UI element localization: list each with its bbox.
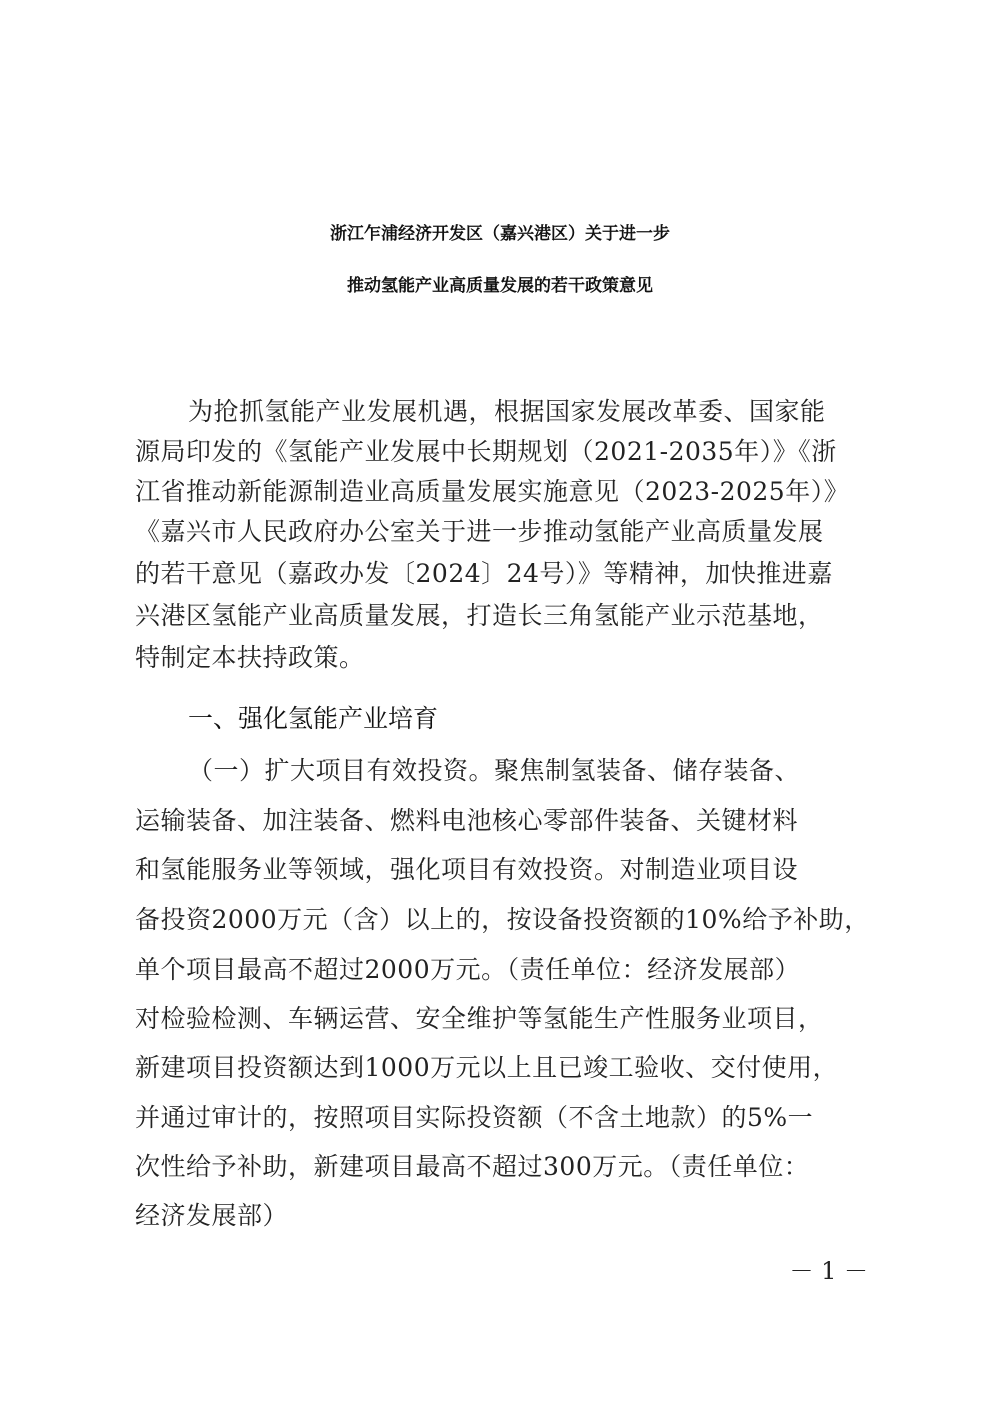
clause-line: 经济发展部）	[135, 1201, 289, 1230]
intro-line: 《嘉兴市人民政府办公室关于进一步推动氢能产业高质量发展	[135, 517, 824, 546]
clause-line: 并通过审计的，按照项目实际投资额（不含土地款）的5%一	[135, 1103, 814, 1132]
clause-line: 运输装备、加注装备、燃料电池核心零部件装备、关键材料	[135, 806, 799, 835]
clause-line: 次性给予补助，新建项目最高不超过300万元。（责任单位：	[135, 1152, 810, 1181]
intro-line: 的若干意见（嘉政办发〔2024〕24号）》等精神，加快推进嘉	[135, 559, 833, 588]
document-title-line-2: 推动氢能产业高质量发展的若干政策意见	[347, 276, 653, 296]
clause-line: 和氢能服务业等领域，强化项目有效投资。对制造业项目设	[135, 855, 799, 884]
section-heading: 一、强化氢能产业培育	[188, 704, 439, 733]
clause-line: 对检验检测、车辆运营、安全维护等氢能生产性服务业项目，	[135, 1004, 824, 1033]
clause-line: 单个项目最高不超过2000万元。（责任单位：经济发展部）	[135, 955, 801, 984]
intro-line: 特制定本扶持政策。	[135, 643, 365, 672]
intro-line: 为抢抓氢能产业发展机遇，根据国家发展改革委、国家能	[188, 397, 826, 426]
clause-line: 备投资2000万元（含）以上的，按设备投资额的10%给予补助，	[135, 905, 870, 934]
clause-line: （一）扩大项目有效投资。聚焦制氢装备、储存装备、	[188, 756, 801, 785]
intro-line: 源局印发的《氢能产业发展中长期规划（2021-2035年）》《浙	[135, 437, 837, 466]
intro-line: 兴港区氢能产业高质量发展，打造长三角氢能产业示范基地，	[135, 601, 824, 630]
clause-line: 新建项目投资额达到1000万元以上且已竣工验收、交付使用，	[135, 1053, 839, 1082]
intro-line: 江省推动新能源制造业高质量发展实施意见（2023-2025年）》	[135, 477, 850, 506]
page-number: － 1 －	[789, 1257, 868, 1285]
document-title-line-1: 浙江乍浦经济开发区（嘉兴港区）关于进一步	[330, 224, 670, 244]
